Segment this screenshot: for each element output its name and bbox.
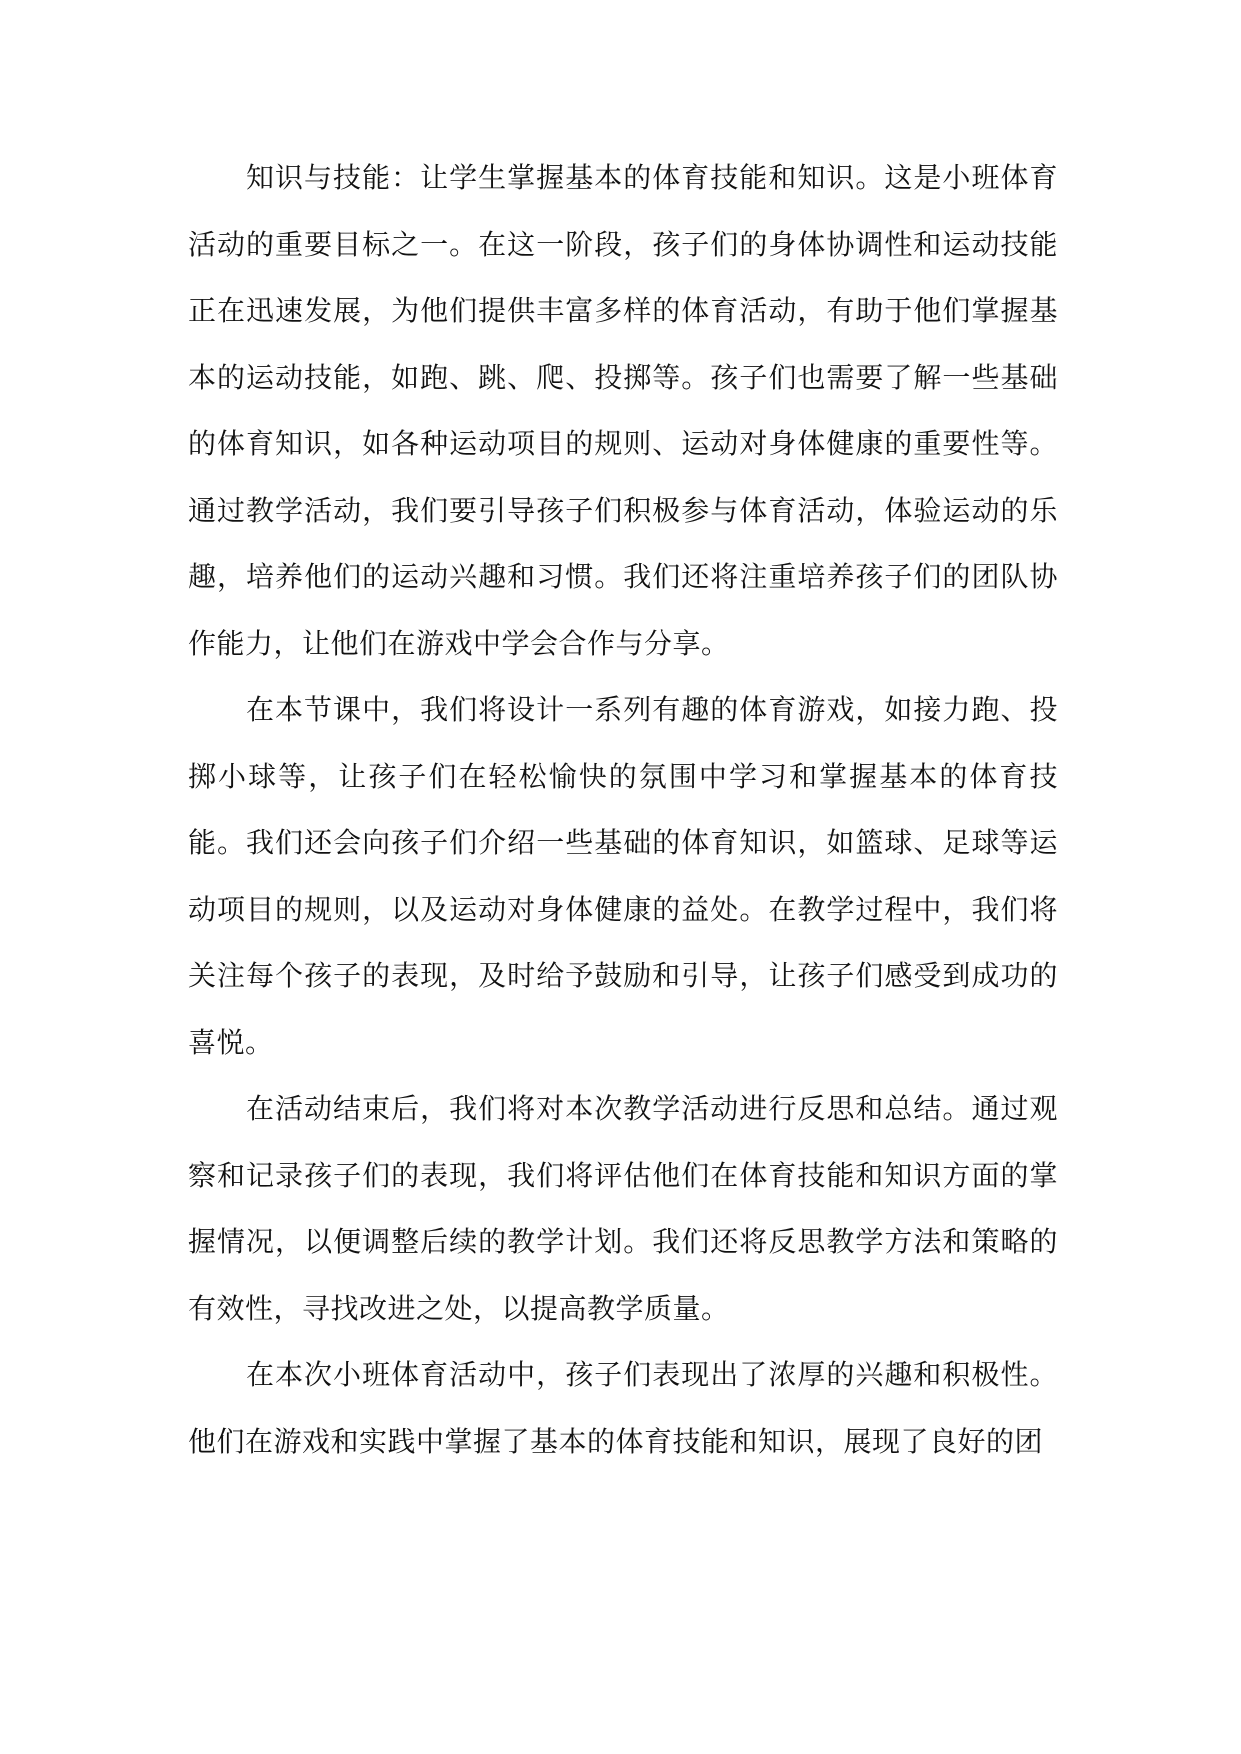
- document-body: [188, 145, 1058, 1475]
- paragraph-4: 在本次小班体育活动中，孩子们表现出了浓厚的兴趣和积极性。他们在游戏和实践中掌握了基本的体育技能和知识，展现了良好的团: [188, 1358, 1058, 1458]
- paragraph-3: 在活动结束后，我们将对本次教学活动进行反思和总结。通过观察和记录孩子们的表现，我们将评估他们在体育技能和知识方面的掌握情况，以便调整后续的教学计划。我们还将反思教学方法和策略的有效性，寻找改进之处，以提高教学质量。: [188, 1092, 1058, 1325]
- paragraph-1: 知识与技能：让学生掌握基本的体育技能和知识。这是小班体育活动的重要目标之一。在这一阶段，孩子们的身体协调性和运动技能正在迅速发展，为他们提供丰富多样的体育活动，有助于他们掌握基本的运动技能，如跑、跳、爬、投掷等。孩子们也需要了解一些基础的体育知识，如各种运动项目的规则、运动对身体健康的重要性等。通过教学活动，我们要引导孩子们积极参与体育活动，体验运动的乐趣，培养他们的运动兴趣和习惯。我们还将注重培养孩子们的团队协作能力，让他们在游戏中学会合作与分享。: [188, 161, 1058, 660]
- paragraph-2: 在本节课中，我们将设计一系列有趣的体育游戏，如接力跑、投掷小球等，让孩子们在轻松愉快的氛围中学习和掌握基本的体育技能。我们还会向孩子们介绍一些基础的体育知识，如篮球、足球等运动项目的规则，以及运动对身体健康的益处。在教学过程中，我们将关注每个孩子的表现，及时给予鼓励和引导，让孩子们感受到成功的喜悦。: [188, 693, 1058, 1059]
